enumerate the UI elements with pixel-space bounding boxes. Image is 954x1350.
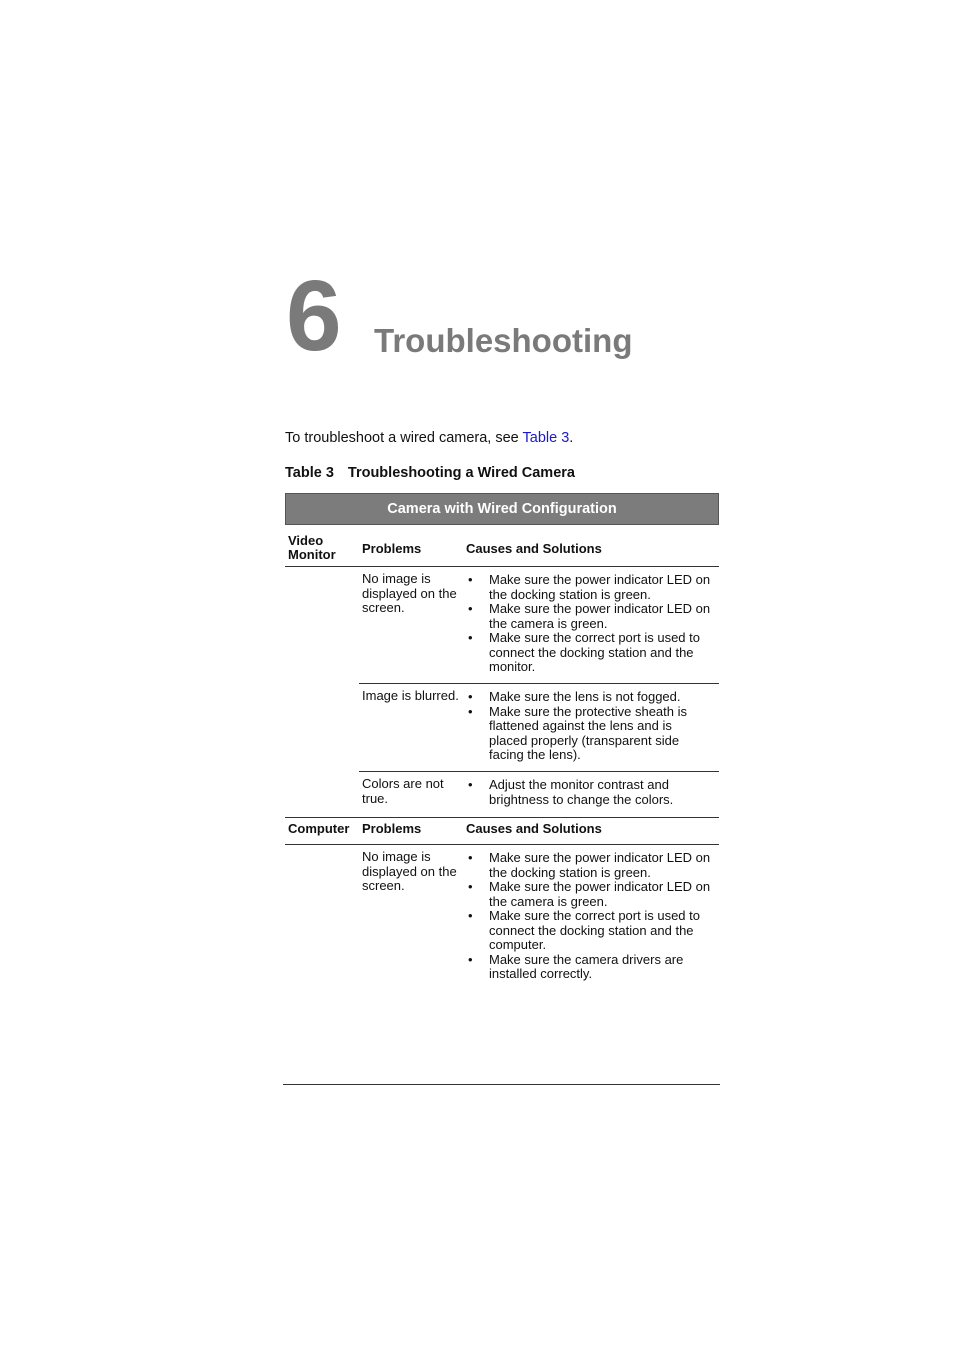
list-item: • Make sure the power indicator LED on the docking station is green. [463, 851, 719, 880]
column-heading-solutions: Causes and Solutions [466, 541, 602, 556]
list-item: • Make sure the camera drivers are installed correctly. [463, 953, 719, 982]
problem-cell: Colors are not true. [362, 776, 444, 806]
column-heading-problems: Problems [362, 821, 422, 836]
column-heading-problems: Problems [362, 541, 422, 556]
troubleshooting-table [285, 493, 719, 990]
section-heading-video-monitor [285, 525, 719, 567]
solutions-cell [463, 684, 719, 771]
list-item: • Make sure the power indicator LED on the camera is green. [463, 880, 719, 909]
problem-cell: No image is displayed on the screen. [362, 849, 457, 893]
table-caption-title: Troubleshooting a Wired Camera [347, 465, 575, 481]
table-row [285, 567, 719, 684]
intro-text: To troubleshoot a wired camera, see [285, 430, 523, 446]
table-caption [285, 464, 575, 482]
chapter-title: Troubleshooting [374, 322, 633, 359]
list-item: • Make sure the protective sheath is flattened against the lens and is placed properly (transparent side facing the lens). [463, 705, 719, 763]
table-row [285, 772, 719, 817]
solutions-cell [463, 772, 719, 817]
solutions-cell [463, 845, 719, 990]
intro-suffix: . [569, 430, 574, 446]
table-row [285, 845, 719, 990]
list-item: • Make sure the lens is not fogged. [463, 690, 719, 705]
footer-divider [283, 1084, 720, 1085]
list-item: • Make sure the power indicator LED on the docking station is green. [463, 573, 719, 602]
section-label: Computer [288, 821, 350, 836]
intro-paragraph [285, 429, 573, 447]
table-row [285, 684, 719, 772]
table-header: Camera with Wired Configuration [285, 493, 719, 525]
list-item: • Make sure the correct port is used to connect the docking station and the computer. [463, 909, 719, 953]
column-heading-solutions: Causes and Solutions [466, 821, 602, 836]
solutions-cell [463, 567, 719, 683]
table-caption-label: Table 3 [285, 465, 334, 481]
list-item: • Make sure the power indicator LED on the camera is green. [463, 602, 719, 631]
problem-cell: No image is displayed on the screen. [362, 571, 457, 615]
list-item: • Make sure the correct port is used to connect the docking station and the monitor. [463, 631, 719, 675]
section-heading-computer [285, 817, 719, 845]
chapter-number: 6 [286, 260, 342, 372]
problem-cell: Image is blurred. [362, 688, 459, 703]
table-3-link[interactable]: Table 3 [522, 430, 570, 446]
section-label: Video Monitor [288, 533, 336, 562]
list-item: • Adjust the monitor contrast and brightness to change the colors. [463, 778, 719, 807]
